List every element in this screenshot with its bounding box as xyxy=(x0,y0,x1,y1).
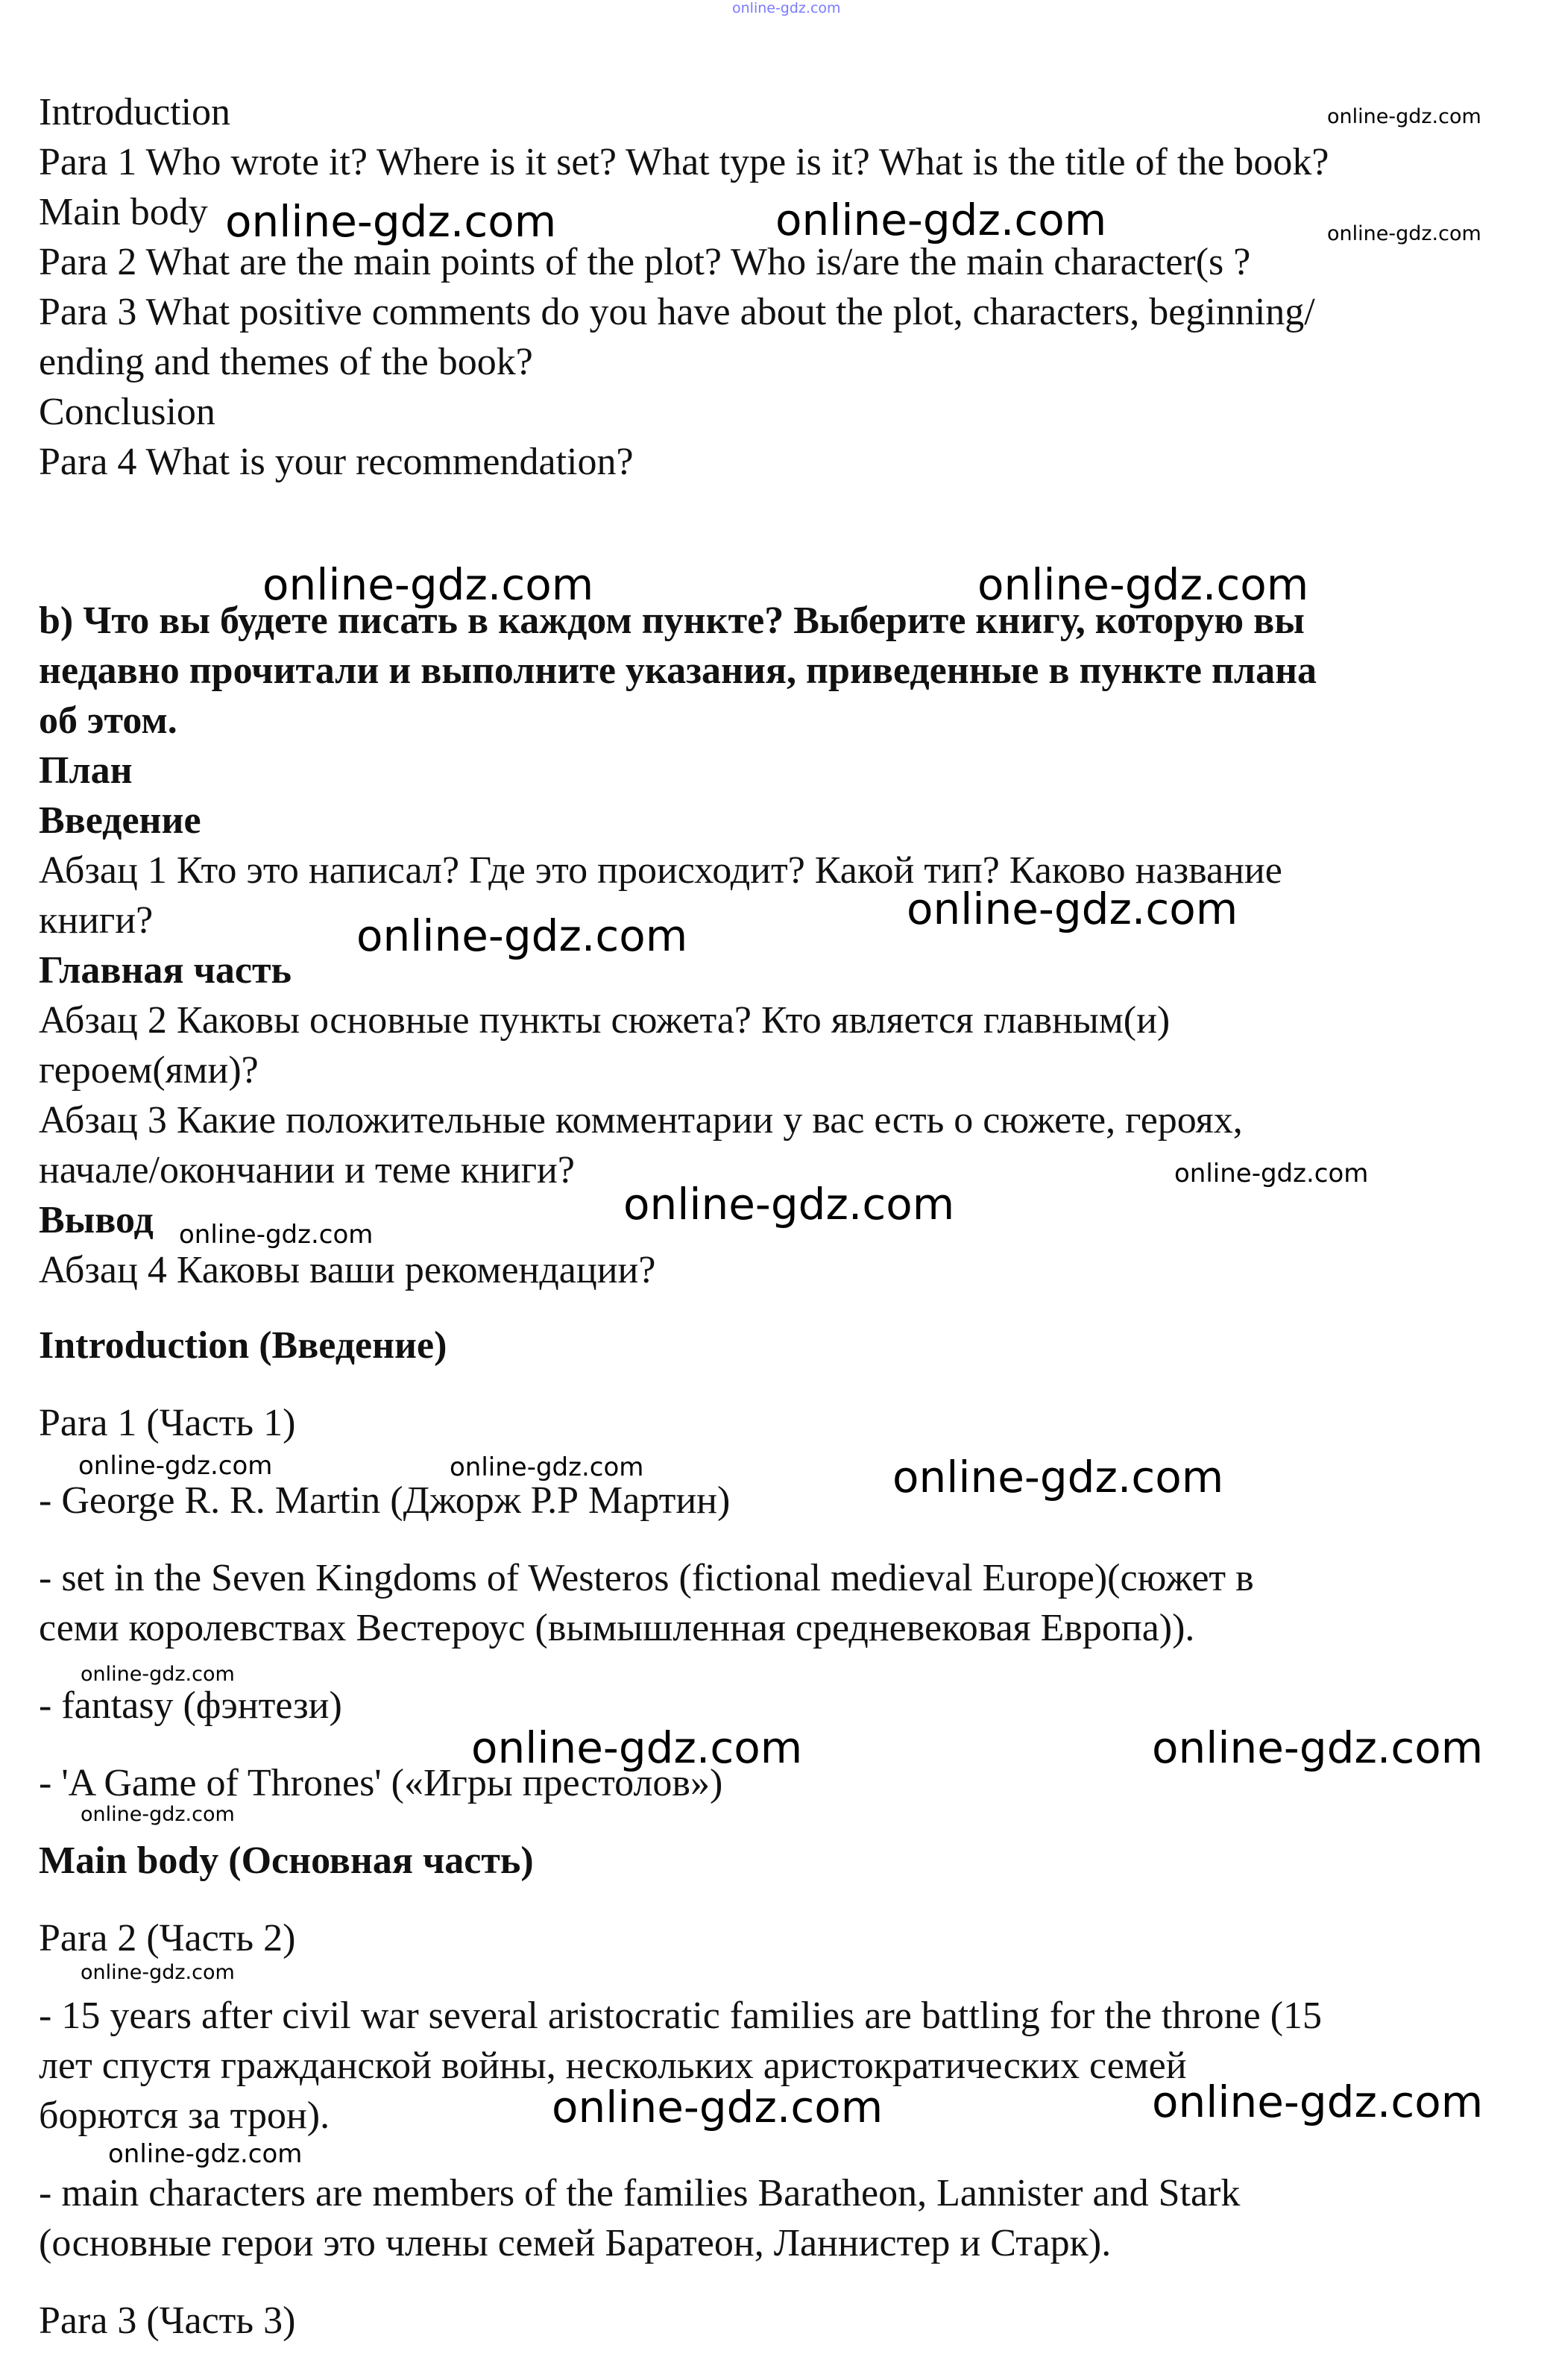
watermark: online-gdz.com xyxy=(1327,222,1481,245)
plan-para-3-line-2: ending and themes of the book? xyxy=(39,341,533,383)
watermark: online-gdz.com xyxy=(552,2082,883,2132)
watermark: online-gdz.com xyxy=(81,1663,235,1686)
answer-setting-line-1: - set in the Seven Kingdoms of Westeros (fictional medieval Europe)(сюжет в xyxy=(39,1557,1254,1599)
watermark: online-gdz.com xyxy=(892,1452,1224,1502)
heading-plan-ru: План xyxy=(39,749,133,792)
answer-para-2-label: Para 2 (Часть 2) xyxy=(39,1917,296,1959)
watermark: online-gdz.com xyxy=(225,196,557,247)
plan-para-3-line-1: Para 3 What positive comments do you have about the plot, characters, beginning/ xyxy=(39,291,1315,333)
heading-conclusion: Conclusion xyxy=(39,391,215,433)
plan-para-2: Para 2 What are the main points of the plot? Who is/are the main character(s ? xyxy=(39,241,1251,283)
plan-para-1-ru-line-1: Абзац 1 Кто это написал? Где это происходит? Какой тип? Каково название xyxy=(39,849,1282,892)
watermark: online-gdz.com xyxy=(775,195,1107,245)
watermark: online-gdz.com xyxy=(179,1220,374,1250)
answer-para-3-label: Para 3 (Часть 3) xyxy=(39,2299,296,2342)
answer-setting-line-2: семи королевствах Вестероус (вымышленная средневековая Европа)). xyxy=(39,1607,1195,1649)
watermark: online-gdz.com xyxy=(450,1452,644,1482)
heading-conclusion-ru: Вывод xyxy=(39,1199,154,1241)
watermark: online-gdz.com xyxy=(108,2139,303,2169)
plan-para-4: Para 4 What is your recommendation? xyxy=(39,441,634,483)
answer-author: - George R. R. Martin (Джорж Р.Р Мартин) xyxy=(39,1479,731,1522)
plan-para-2-ru-line-2: героем(ями)? xyxy=(39,1049,259,1092)
heading-main-body-ru: Главная часть xyxy=(39,949,292,992)
watermark: online-gdz.com xyxy=(1174,1159,1369,1189)
answer-characters-line-2: (основные герои это члены семей Баратеон, Ланнистер и Старк). xyxy=(39,2222,1112,2264)
task-b-line-1: b) Что вы будете писать в каждом пункте? Выберите книгу, которую вы xyxy=(39,599,1305,642)
heading-introduction-ru: Введение xyxy=(39,799,201,842)
watermark: online-gdz.com xyxy=(356,910,688,961)
answer-heading-introduction: Introduction (Введение) xyxy=(39,1324,447,1367)
answer-plot-line-2: лет спустя гражданской войны, нескольких аристократических семей xyxy=(39,2044,1187,2087)
watermark: online-gdz.com xyxy=(78,1451,273,1481)
answer-heading-main-body: Main body (Основная часть) xyxy=(39,1839,534,1882)
plan-para-1: Para 1 Who wrote it? Where is it set? What type is it? What is the title of the book? xyxy=(39,141,1329,183)
plan-para-2-ru-line-1: Абзац 2 Каковы основные пункты сюжета? Кто является главным(и) xyxy=(39,999,1171,1042)
watermark: online-gdz.com xyxy=(907,884,1238,934)
answer-title: - 'A Game of Thrones' («Игры престолов») xyxy=(39,1762,723,1804)
watermark: online-gdz.com xyxy=(471,1722,803,1773)
heading-introduction: Introduction xyxy=(39,91,231,133)
watermark: online-gdz.com xyxy=(1152,1722,1484,1773)
watermark: online-gdz.com xyxy=(1327,105,1481,128)
answer-genre: - fantasy (фэнтези) xyxy=(39,1684,342,1727)
answer-plot-line-1: - 15 years after civil war several aristocratic families are battling for the throne (15 xyxy=(39,1995,1323,2037)
plan-para-1-ru-line-2: книги? xyxy=(39,899,154,942)
answer-para-1-label: Para 1 (Часть 1) xyxy=(39,1402,296,1444)
watermark: online-gdz.com xyxy=(262,559,594,610)
task-b-line-2: недавно прочитали и выполните указания, приведенные в пункте плана xyxy=(39,649,1317,692)
plan-para-3-ru-line-2: начале/окончании и теме книги? xyxy=(39,1149,575,1191)
plan-para-4-ru: Абзац 4 Каковы ваши рекомендации? xyxy=(39,1249,656,1291)
task-b-line-3: об этом. xyxy=(39,699,177,742)
watermark: online-gdz.com xyxy=(81,1961,235,1984)
watermark: online-gdz.com xyxy=(1152,2077,1484,2127)
answer-characters-line-1: - main characters are members of the families Baratheon, Lannister and Stark xyxy=(39,2172,1241,2214)
heading-main-body: Main body xyxy=(39,191,208,233)
answer-plot-line-3: борются за трон). xyxy=(39,2094,330,2137)
watermark: online-gdz.com xyxy=(81,1803,235,1826)
top-watermark: online-gdz.com xyxy=(732,0,841,16)
plan-para-3-ru-line-1: Абзац 3 Какие положительные комментарии у вас есть о сюжете, героях, xyxy=(39,1099,1243,1142)
watermark: online-gdz.com xyxy=(977,559,1309,610)
watermark: online-gdz.com xyxy=(623,1179,955,1230)
